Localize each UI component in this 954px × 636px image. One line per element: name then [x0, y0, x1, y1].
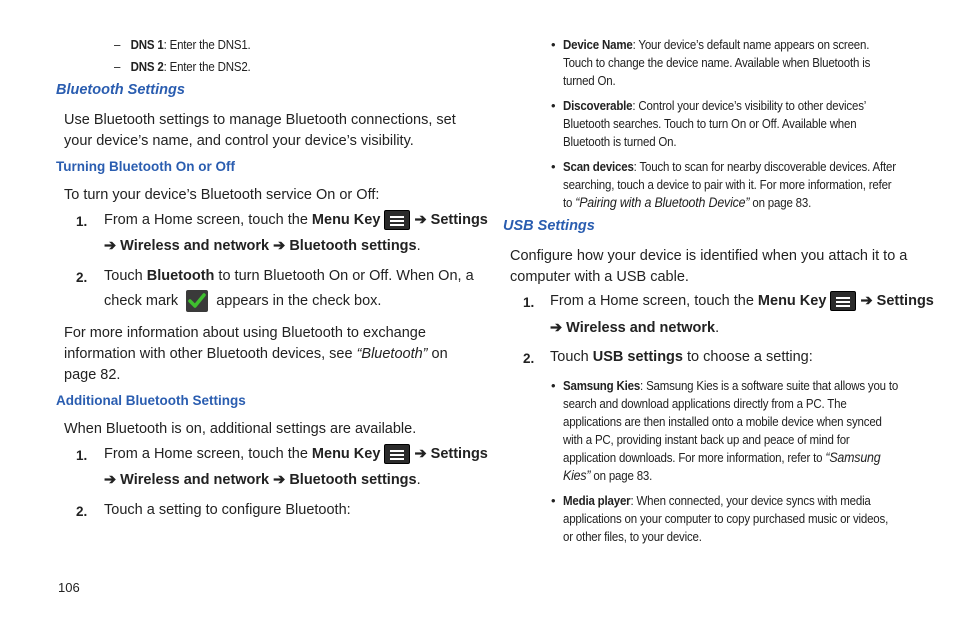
step-number: 2.	[76, 270, 88, 285]
discoverable-item: Discoverable: Control your device’s visibility to other devices’	[563, 99, 867, 113]
a-step1-line1: From a Home screen, touch the Menu Key ➔ Settings	[104, 444, 488, 465]
dns1-label: DNS 1	[130, 38, 164, 52]
media-line3: or other files, to your device.	[563, 530, 702, 544]
bluetooth-settings-heading: Bluetooth Settings	[56, 82, 185, 98]
bt-intro-line1: Use Bluetooth settings to manage Bluetooth connections, set	[64, 112, 456, 128]
turning-bluetooth-heading: Turning Bluetooth On or Off	[56, 159, 235, 174]
scan-devices-line2: searching, touch a device to pair with it. For more information, refer	[563, 178, 892, 192]
turning-intro: To turn your device’s Bluetooth service On or Off:	[64, 187, 380, 203]
u-step1-line1: From a Home screen, touch the Menu Key ➔ Settings	[550, 291, 934, 312]
kies-line4: with a PC, providing instant back up and peace of mind for	[563, 433, 850, 447]
device-name-line2: Touch to change the device name. Available when Bluetooth is	[563, 56, 871, 70]
page-number: 106	[58, 580, 80, 595]
u-step1-line2: ➔ Wireless and network.	[550, 320, 720, 336]
bullet-icon: •	[551, 159, 556, 174]
check-mark-icon	[186, 290, 208, 312]
bluetooth-reference-link: “Bluetooth”	[356, 346, 428, 362]
kies-line5: application downloads. For more information, refer to “Samsung	[563, 450, 881, 465]
kies-line3: applications are then installed onto a mobile device when synced	[563, 415, 882, 429]
step1-line1: From a Home screen, touch the Menu Key ➔ Settings	[104, 210, 488, 231]
scan-devices-line3: to “Pairing with a Bluetooth Device” on page 83.	[563, 195, 812, 210]
kies-line6: Kies” on page 83.	[563, 468, 653, 483]
dns1-item: – DNS 1: Enter the DNS1.	[114, 38, 251, 52]
samsung-kies-reference-link: “Samsung	[825, 450, 881, 465]
a-step2-text: Touch a setting to configure Bluetooth:	[104, 502, 351, 518]
step2-line1: Touch Bluetooth to turn Bluetooth On or Off. When On, a	[104, 268, 474, 284]
step2-line2: check mark appears in the check box.	[104, 290, 381, 312]
bt-intro-line2: your device’s name, and control your device’s visibility.	[64, 133, 414, 149]
more-info-line1: For more information about using Bluetooth to exchange	[64, 325, 426, 341]
menu-key-icon	[384, 444, 410, 464]
u-step2-text: Touch USB settings to choose a setting:	[550, 349, 813, 365]
step-number: 2.	[523, 351, 535, 366]
bullet-icon: •	[551, 493, 556, 508]
a-step1-line2: ➔ Wireless and network ➔ Bluetooth settings.	[104, 472, 421, 488]
step-number: 1.	[523, 295, 535, 310]
bullet-icon: •	[551, 37, 556, 52]
bullet-icon: •	[551, 378, 556, 393]
step-number: 1.	[76, 214, 88, 229]
dns2-label: DNS 2	[130, 60, 164, 74]
more-info-line3: page 82.	[64, 367, 121, 383]
kies-line2: search and download applications directly from a PC. The	[563, 397, 847, 411]
bullet-icon: •	[551, 98, 556, 113]
discoverable-line2: Bluetooth searches. Touch to turn On or Off. Available when	[563, 117, 857, 131]
step-number: 1.	[76, 448, 88, 463]
device-name-line3: turned On.	[563, 74, 616, 88]
scan-devices-item: Scan devices: Touch to scan for nearby discoverable devices. After	[563, 160, 896, 174]
more-info-line2: information with other Bluetooth devices, see “Bluetooth” on	[64, 346, 448, 362]
additional-bluetooth-heading: Additional Bluetooth Settings	[56, 393, 246, 408]
additional-intro: When Bluetooth is on, additional settings are available.	[64, 421, 417, 437]
dns2-item: – DNS 2: Enter the DNS2.	[114, 60, 251, 74]
usb-intro-line2: computer with a USB cable.	[510, 269, 689, 285]
device-name-item: Device Name: Your device’s default name appears on screen.	[563, 38, 870, 52]
samsung-kies-item: Samsung Kies: Samsung Kies is a software suite that allows you to	[563, 379, 899, 393]
usb-intro-line1: Configure how your device is identified when you attach it to a	[510, 248, 908, 264]
discoverable-line3: Bluetooth is turned On.	[563, 135, 677, 149]
step1-line2: ➔ Wireless and network ➔ Bluetooth settings.	[104, 238, 421, 254]
pairing-reference-link: “Pairing with a Bluetooth Device”	[575, 195, 750, 210]
media-line2: applications on your computer to copy purchased music or videos,	[563, 512, 889, 526]
menu-key-icon	[384, 210, 410, 230]
usb-settings-heading: USB Settings	[503, 218, 595, 234]
step-number: 2.	[76, 504, 88, 519]
media-player-item: Media player: When connected, your device syncs with media	[563, 494, 871, 508]
menu-key-icon	[830, 291, 856, 311]
